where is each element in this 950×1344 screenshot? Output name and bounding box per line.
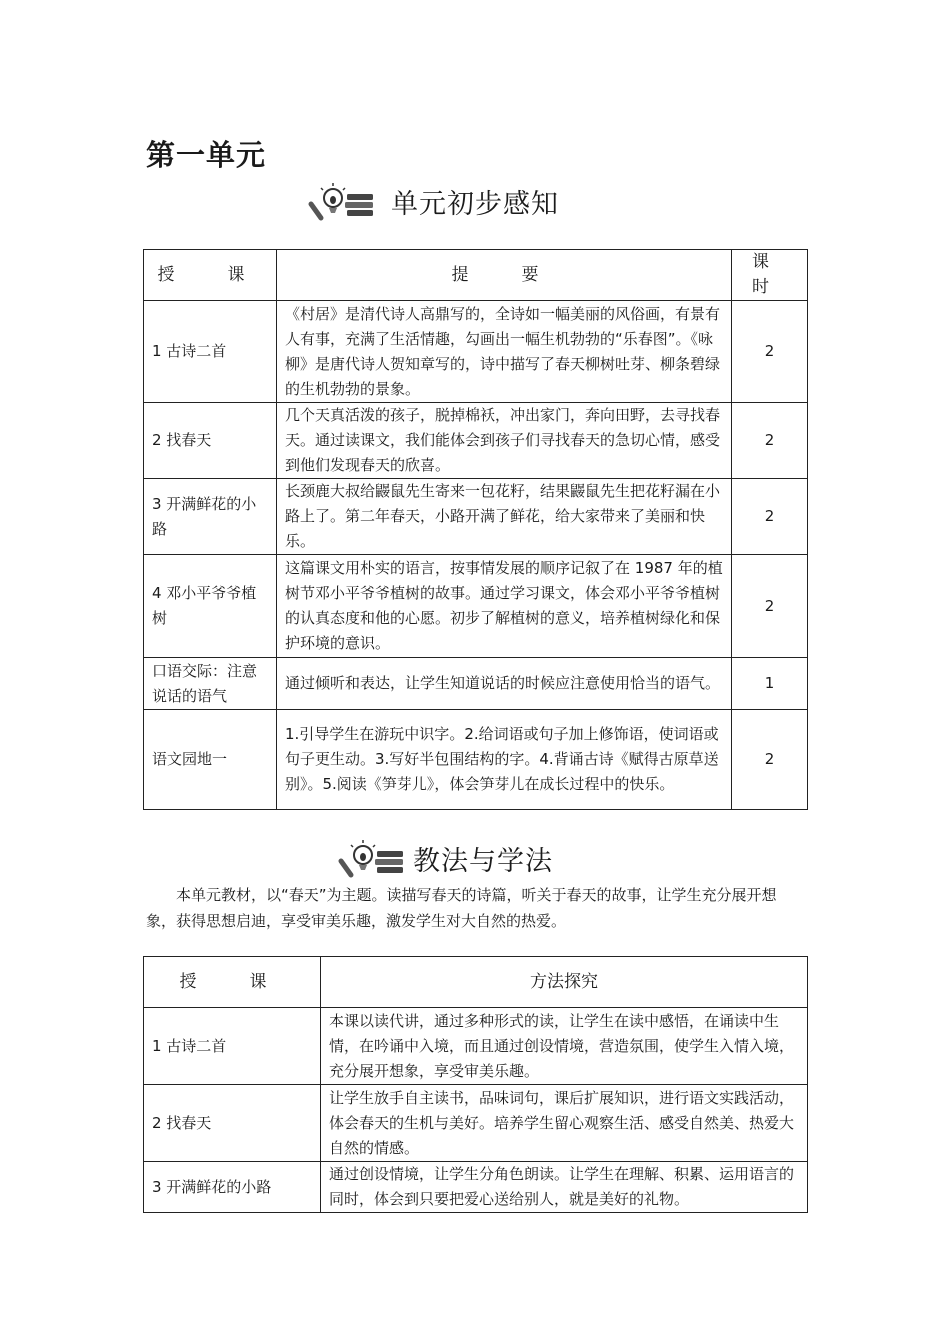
lesson-cell: 3 开满鲜花的小路: [144, 1162, 321, 1213]
summary-cell: 《村居》是清代诗人高鼎写的，全诗如一幅美丽的风俗画，有景有人有事，充满了生活情趣，勾画出一幅生机勃勃的“乐春图”。《咏柳》是唐代诗人贺知章写的，诗中描写了春天柳树吐芽、柳条碧绿的生机勃勃的景象。: [277, 301, 732, 403]
section1-heading: [305, 180, 559, 222]
table-row: [144, 658, 808, 710]
lesson-cell: 4 邓小平爷爷植树: [144, 555, 277, 658]
table-row: [144, 710, 808, 810]
summary-cell: 这篇课文用朴实的语言，按事情发展的顺序记叙了在 1987 年的植树节邓小平爷爷植树的故事。通过学习课文，体会邓小平爷爷植树的认真态度和他的心愿。初步了解植树的意义，培养植树绿化和保护环境的意识。: [277, 555, 732, 658]
lesson-cell: 3 开满鲜花的小路: [144, 479, 277, 555]
table-row: [144, 301, 808, 403]
hours-cell: 2: [732, 710, 808, 810]
header-hours: 课 时: [732, 250, 808, 301]
hours-cell: 2: [732, 301, 808, 403]
header-lesson: 授 课: [144, 250, 277, 301]
lightbulb-books-icon: [335, 837, 407, 879]
section2-heading: [335, 837, 553, 879]
header-summary: 提 要: [277, 250, 732, 301]
table-row: [144, 555, 808, 658]
lesson-cell: 1 古诗二首: [144, 1008, 321, 1085]
lesson-cell: 1 古诗二首: [144, 301, 277, 403]
header-lesson: 授 课: [144, 957, 321, 1008]
table-row: [144, 1085, 808, 1162]
lesson-cell: 口语交际：注意说话的语气: [144, 658, 277, 710]
method-cell: 通过创设情境，让学生分角色朗读。让学生在理解、积累、运用语言的同时，体会到只要把爱心送给别人，就是美好的礼物。: [321, 1162, 808, 1213]
summary-cell: 几个天真活泼的孩子，脱掉棉袄，冲出家门，奔向田野，去寻找春天。通过读课文，我们能体会到孩子们寻找春天的急切心情，感受到他们发现春天的欣喜。: [277, 403, 732, 479]
lesson-cell: 语文园地一: [144, 710, 277, 810]
unit-title: 第一单元: [146, 138, 267, 172]
hours-cell: 2: [732, 555, 808, 658]
section2-title: 教法与学法: [413, 845, 553, 877]
lesson-cell: 2 找春天: [144, 403, 277, 479]
method-cell: 本课以读代讲，通过多种形式的读，让学生在读中感悟，在诵读中生情，在吟诵中入境，而且通过创设情境，营造氛围，使学生入情入境，充分展开想象，享受审美乐趣。: [321, 1008, 808, 1085]
teaching-methods-table: [143, 956, 808, 1213]
lightbulb-books-icon: [305, 180, 377, 222]
summary-cell: 1.引导学生在游玩中识字。2.给词语或句子加上修饰语，使词语或句子更生动。3.写好半包围结构的字。4.背诵古诗《赋得古原草送别》。5.阅读《笋芽儿》，体会笋芽儿在成长过程中的快乐。: [277, 710, 732, 810]
hours-cell: 2: [732, 403, 808, 479]
table-row: [144, 479, 808, 555]
table-header-row: [144, 250, 808, 301]
summary-cell: 长颈鹿大叔给鼹鼠先生寄来一包花籽，结果鼹鼠先生把花籽漏在小路上了。第二年春天，小路开满了鲜花，给大家带来了美丽和快乐。: [277, 479, 732, 555]
table-row: [144, 403, 808, 479]
section2-intro: 本单元教材，以“春天”为主题。读描写春天的诗篇，听关于春天的故事，让学生充分展开想象，获得思想启迪，享受审美乐趣，激发学生对大自然的热爱。: [146, 886, 777, 930]
table-row: [144, 1162, 808, 1213]
table-row: [144, 1008, 808, 1085]
unit-overview-table: [143, 249, 822, 810]
hours-cell: 2: [732, 479, 808, 555]
hours-cell: 1: [732, 658, 808, 710]
summary-cell: 通过倾听和表达，让学生知道说话的时候应注意使用恰当的语气。: [277, 658, 732, 710]
table-header-row: [144, 957, 808, 1008]
lesson-cell: 2 找春天: [144, 1085, 321, 1162]
method-cell: 让学生放手自主读书，品味词句，课后扩展知识，进行语文实践活动，体会春天的生机与美好。培养学生留心观察生活、感受自然美、热爱大自然的情感。: [321, 1085, 808, 1162]
header-method: 方法探究: [321, 957, 808, 1008]
section1-title: 单元初步感知: [391, 188, 559, 220]
